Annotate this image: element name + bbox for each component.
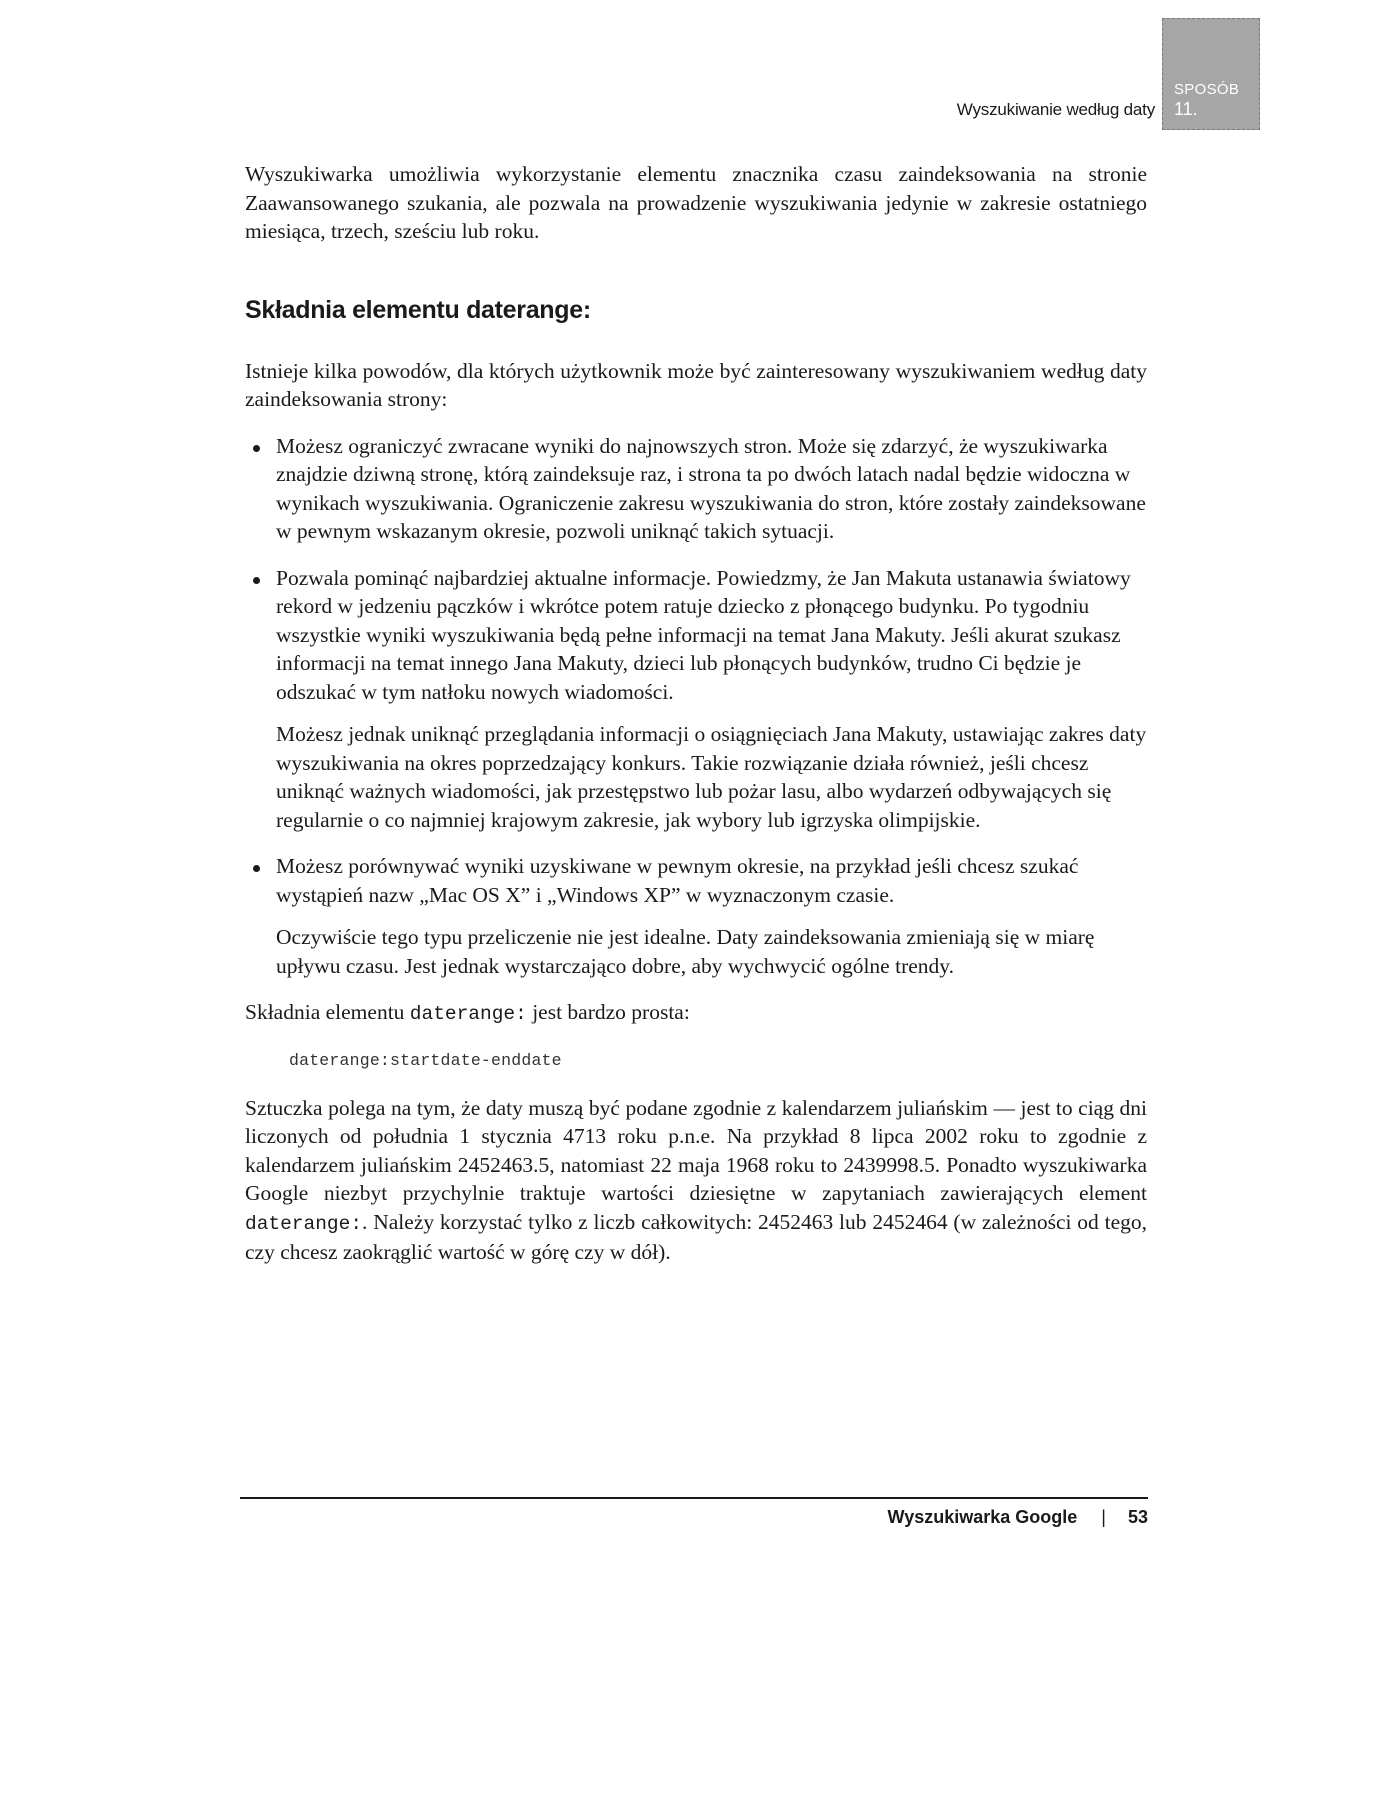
bullet-icon	[253, 577, 260, 584]
list-item	[245, 564, 1147, 835]
reasons-intro-paragraph: Istnieje kilka powodów, dla których użytkownik może być zainteresowany wyszukiwaniem według daty zaindeksowania strony:	[245, 358, 1147, 411]
syntax-inline-code: daterange:	[409, 1003, 527, 1025]
code-example: daterange:startdate-enddate	[289, 1050, 562, 1070]
footer-separator: |	[1101, 1507, 1106, 1527]
bullet-icon	[253, 445, 260, 452]
page-footer	[888, 1507, 1148, 1528]
julian-inline-code: daterange:	[245, 1212, 363, 1235]
syntax-paragraph	[245, 998, 1147, 1029]
running-head-title: Wyszukiwanie według daty	[956, 100, 1155, 119]
julian-paragraph	[245, 1094, 1147, 1267]
page-content	[245, 160, 1147, 1267]
julian-text-before: Sztuczka polega na tym, że daty muszą być podane zgodnie z kalendarzem juliańskim — jest to ciąg dni liczonych od południa 1 stycznia 4713 roku p.n.e. Na przykład 8 lipca 2002 roku to zgodnie z kalendarzem juliańskim 2452463.5, natomiast 22 maja 1968 roku to 2439998.5. Ponadto wyszukiwarka Google niezbyt przychylnie traktuje wartości dziesiętne w zapytaniach zawierających element	[245, 1095, 1147, 1205]
list-item	[245, 852, 1147, 980]
chapter-tab	[1162, 18, 1260, 130]
intro-paragraph: Wyszukiwarka umożliwia wykorzystanie elementu znacznika czasu zaindeksowania na stronie Zaawansowanego szukania, ale pozwala na prowadzenie wyszukiwania jedynie w zakresie ostatniego miesiąca, trzech, sześciu lub roku.	[245, 162, 1147, 243]
footer-book-title: Wyszukiwarka Google	[887, 1507, 1078, 1527]
syntax-text-before: Składnia elementu	[245, 1000, 410, 1024]
bullet-text: Pozwala pominąć najbardziej aktualne informacje. Powiedzmy, że Jan Makuta ustanawia światowy rekord w jedzeniu pączków i wkrótce potem ratuje dziecko z płonącego budynku. Po tygodniu wszystkie wyniki wyszukiwania będą pełne informacji na temat Jana Makuty. Jeśli akurat szukasz informacji na temat innego Jana Makuty, dzieci lub płonących budynków, trudno Ci będzie je odszukać w tym natłoku nowych wiadomości.	[276, 565, 1131, 704]
bullet-text: Możesz ograniczyć zwracane wyniki do najnowszych stron. Może się zdarzyć, że wyszukiwarka znajdzie dziwną stronę, którą zaindeksuje raz, i strona ta po dwóch latach nadal będzie widoczna w wynikach wyszukiwania. Ograniczenie zakresu wyszukiwania do stron, które zostały zaindeksowane w pewnym wskazanym okresie, pozwoli uniknąć takich sytuacji.	[276, 433, 1146, 543]
bullet-text: Możesz porównywać wyniki uzyskiwane w pewnym okresie, na przykład jeśli chcesz szukać wystąpień nazw „Mac OS X” i „Windows XP” w wyznaczonym czasie.	[276, 854, 1079, 907]
footer-divider	[240, 1497, 1148, 1499]
page-number: 53	[1127, 1507, 1148, 1527]
chapter-tab-label: SPOSÓB	[1174, 81, 1240, 98]
bullet-icon	[253, 865, 260, 872]
bullet-continuation: Możesz jednak uniknąć przeglądania informacji o osiągnięciach Jana Makuty, ustawiając zakres daty wyszukiwania na okres poprzedzający konkurs. Takie rozwiązanie działa również, jeśli chcesz uniknąć ważnych wiadomości, jak przestępstwo lub pożar lasu, albo wydarzeń odbywających się regularnie o co najmniej krajowym zakresie, jak wybory lub igrzyska olimpijskie.	[276, 722, 1147, 832]
section-heading: Składnia elementu daterange:	[245, 295, 591, 324]
chapter-tab-number: 11.	[1174, 99, 1198, 119]
bullet-continuation: Oczywiście tego typu przeliczenie nie jest idealne. Daty zaindeksowania zmieniają się w miarę upływu czasu. Jest jednak wystarczająco dobre, aby wychwycić ogólne trendy.	[276, 925, 1095, 978]
reasons-list	[245, 432, 1147, 981]
list-item	[245, 432, 1147, 546]
julian-text-after: . Należy korzystać tylko z liczb całkowitych: 2452463 lub 2452464 (w zależności od tego, czy chcesz zaokrąglić wartość w górę czy w dół).	[245, 1209, 1147, 1264]
syntax-text-after: jest bardzo prosta:	[526, 1000, 690, 1024]
